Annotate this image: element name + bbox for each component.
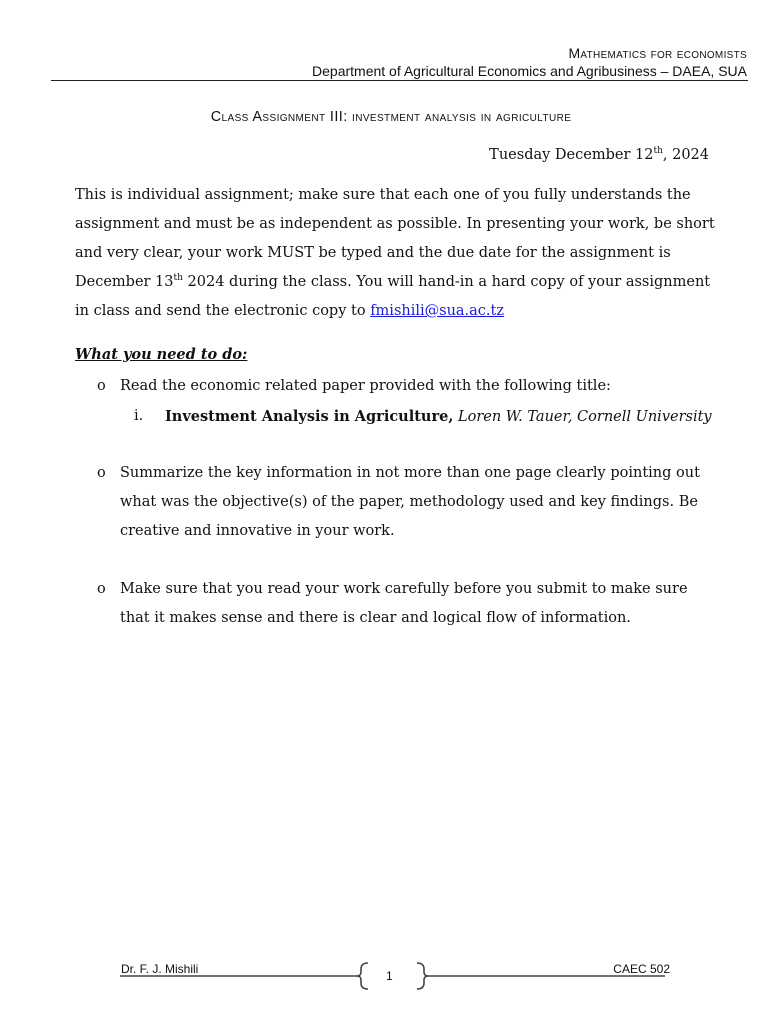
email-link[interactable]: fmishili@sua.ac.tz <box>370 303 505 319</box>
left-brace-icon <box>357 963 368 989</box>
assignment-title: Class Assignment III: investment analysis in agriculture <box>210 109 572 125</box>
sub-item-number: i. <box>134 408 144 424</box>
date-suffix-sup: th <box>653 146 663 156</box>
paper-title: Investment Analysis in Agriculture, <box>165 408 454 425</box>
assignment-date <box>489 147 709 163</box>
bullet-icon: o <box>97 581 106 597</box>
department-name: Department of Agricultural Economics and Agribusiness – DAEA, SUA <box>312 63 747 79</box>
task-1-text: Read the economic related paper provided with the following title: <box>120 378 611 394</box>
intro-text-2: 2024 during the class. You will hand-in a hard copy of your assignment in class and send the electronic copy to <box>75 274 711 319</box>
intro-text-1: This is individual assignment; make sure that each one of you fully understands the assignment and must be as independent as possible. In presenting your work, be short and very clear, your work MUST be typed and the due date for the assignment is December 13 <box>75 187 715 290</box>
intro-paragraph <box>75 181 715 326</box>
task-3-text: Make sure that you read your work carefully before you submit to make sure that it makes sense and there is clear and logical flow of information. <box>120 581 688 626</box>
date-year: , 2024 <box>662 147 709 163</box>
paper-author: Loren W. Tauer, Cornell University <box>457 409 712 425</box>
course-title: Mathematics for economists <box>568 45 747 61</box>
sub-item-paper <box>165 402 712 432</box>
course-code: CAEC 502 <box>613 962 670 976</box>
right-brace-icon <box>417 963 428 989</box>
page-number: 1 <box>386 969 393 983</box>
todo-heading: What you need to do: <box>75 346 248 363</box>
bullet-icon: o <box>97 465 106 481</box>
date-prefix: Tuesday December 12 <box>489 147 654 163</box>
bullet-icon: o <box>97 378 106 394</box>
header-rule <box>51 80 748 81</box>
footer-author: Dr. F. J. Mishili <box>121 962 199 976</box>
task-2-text: Summarize the key information in not more than one page clearly pointing out what was the objective(s) of the paper, methodology used and key findings. Be creative and innovative in your work. <box>120 465 700 539</box>
intro-sup: th <box>173 273 183 283</box>
